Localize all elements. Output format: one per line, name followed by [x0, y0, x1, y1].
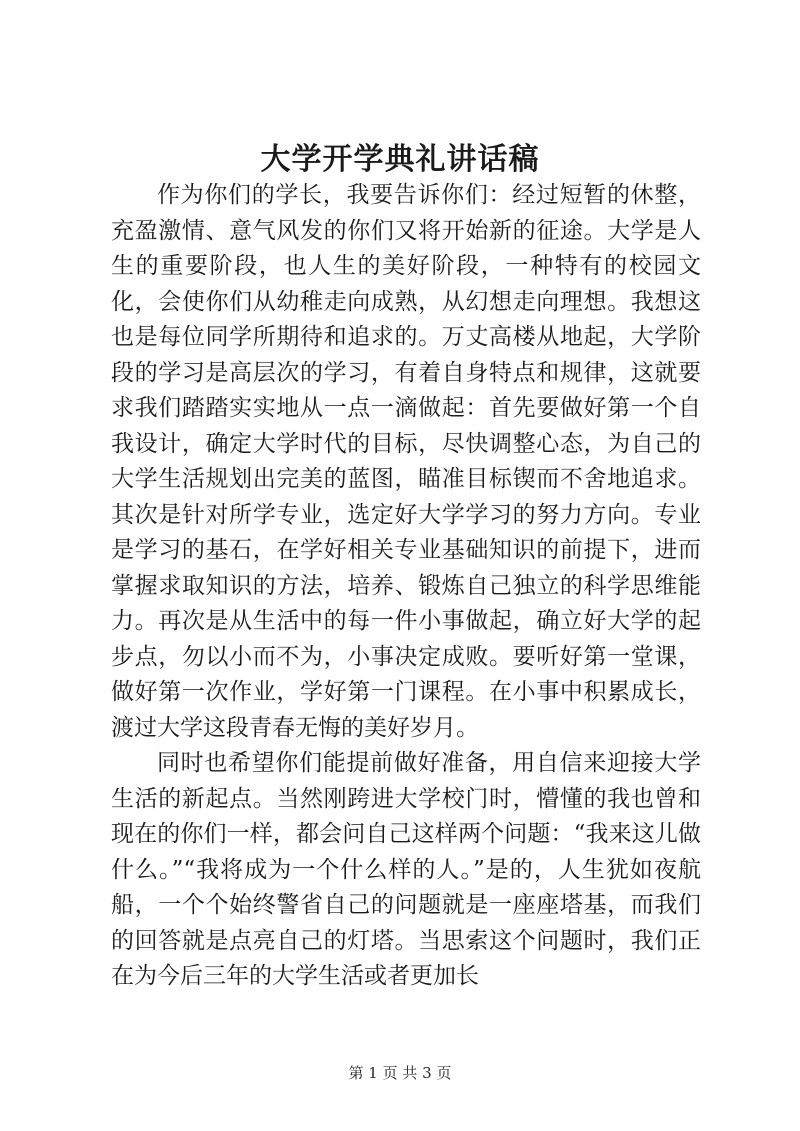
page-footer: 第 1 页 共 3 页 [348, 1064, 452, 1082]
page-title: 大学开学典礼讲话稿 [260, 142, 540, 177]
paragraph-2: 同时也希望你们能提前做好准备，用自信来迎接大学生活的新起点。当然刚跨进大学校门时，懵懂的我也曾和现在的你们一样，都会问自己这样两个问题：“我来这儿做什么。”“我将成为一个什么样的人。”是的，人生犹如夜航船，一个个始终警省自己的问题就是一座座塔基，而我们的回答就是点亮自己的灯塔。当思索这个问题时，我们正在为今后三年的大学生活或者更加长 [111, 750, 701, 989]
paragraph-1: 作为你们的学长，我要告诉你们：经过短暂的休整，充盈激情、意气风发的你们又将开始新的征途。大学是人生的重要阶段，也人生的美好阶段，一种特有的校园文化，会使你们从幼稚走向成熟，从幻想走向理想。我想这也是每位同学所期待和追求的。万丈高楼从地起，大学阶段的学习是高层次的学习，有着自身特点和规律，这就要求我们踏踏实实地从一点一滴做起：首先要做好第一个自我设计，确定大学时代的目标，尽快调整心态，为自己的大学生活规划出完美的蓝图，瞄准目标锲而不舍地追求。其次是针对所学专业，选定好大学学习的努力方向。专业是学习的基石，在学好相关专业基础知识的前提下，进而掌握求取知识的方法，培养、锻炼自己独立的科学思维能力。再次是从生活中的每一件小事做起，确立好大学的起步点，勿以小而不为，小事决定成败。要听好第一堂课，做好第一次作业，学好第一门课程。在小事中积累成长，渡过大学这段青春无悔的美好岁月。 [111, 182, 701, 741]
body-text [111, 178, 701, 995]
